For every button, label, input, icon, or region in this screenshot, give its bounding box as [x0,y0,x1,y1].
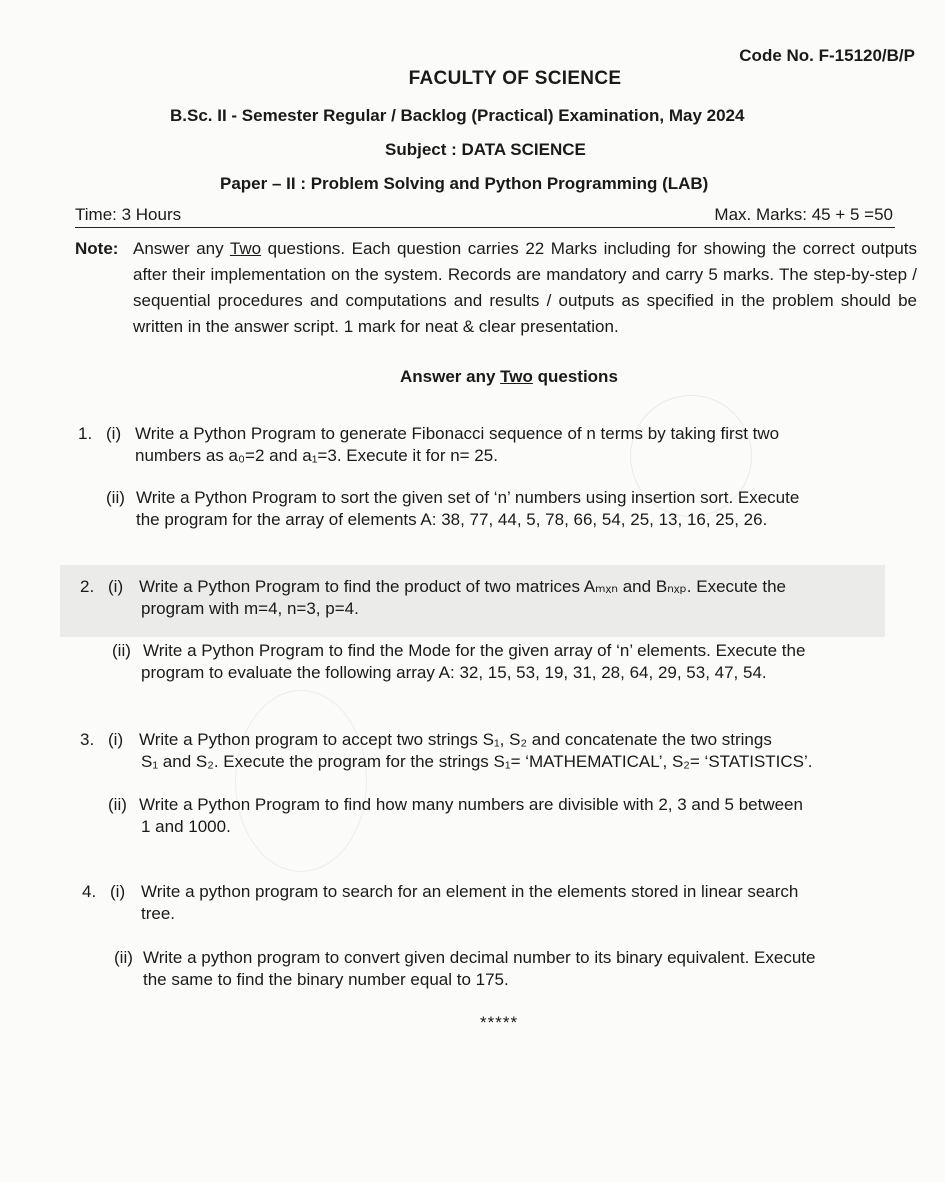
part-label: (ii) [108,795,127,814]
note-label: Note: [75,239,119,258]
part-label: (ii) [112,641,131,660]
part-text-line1: Write a Python Program to find how many numbers are divisible with 2, 3 and 5 between [139,795,803,814]
part-text-line2: the program for the array of elements A: 38, 77, 44, 5, 78, 66, 54, 25, 13, 16, 25, 26. [136,510,768,529]
part-text-line2: 1 and 1000. [141,817,231,836]
part-label: (ii) [106,488,125,507]
end-of-paper-stars: ***** [480,1013,519,1032]
faculty-title: FACULTY OF SCIENCE [408,68,622,89]
instructions-note [75,236,917,340]
time-duration: Time: 3 Hours [75,205,182,224]
part-label: (i) [106,424,122,443]
note-text: Answer any Two questions. Each question carries 22 Marks including for showing the correct outputs after their implementation on the system. Records are mandatory and carry 5 marks. The step-by-step / sequential procedures and computations and results / outputs as specified in the problem should be written in the answer script. 1 mark for neat & clear presentation. [133,239,918,336]
subject-line: Subject : DATA SCIENCE [385,140,586,159]
note-emphasis: Two [229,239,262,258]
part-text-line2: program with m=4, n=3, p=4. [141,599,359,618]
question-number: 3. [80,730,95,749]
part-text-line1: Write a python program to search for an element in the elements stored in linear search [141,882,799,901]
part-label: (i) [110,882,126,901]
paper-title: Paper – II : Problem Solving and Python Programming (LAB) [220,174,709,193]
part-text-line2: tree. [141,904,176,923]
part-text-line1: Write a Python Program to generate Fibonacci sequence of n terms by taking first two [135,424,780,443]
question-number: 2. [80,577,95,596]
part-text-line1: Write a Python Program to find the product of two matrices Aₘₓₙ and Bₙₓₚ. Execute the [139,577,787,596]
part-label: (ii) [114,948,133,967]
time-marks-row [75,205,895,228]
faint-stamp-mark-2 [235,690,367,872]
part-text-line1: Write a Python program to accept two strings S₁, S₂ and concatenate the two strings [139,730,772,749]
part-text-line2: the same to find the binary number equal to 175. [143,970,509,989]
part-label: (i) [108,577,124,596]
part-label: (i) [108,730,124,749]
answer-any-heading: Answer any Two questions [400,367,618,386]
part-text-line2: numbers as a₀=2 and a₁=3. Execute it for n= 25. [135,446,498,465]
max-marks: Max. Marks: 45 + 5 =50 [714,205,893,224]
exam-title: B.Sc. II - Semester Regular / Backlog (Practical) Examination, May 2024 [170,106,745,125]
part-text-line2: program to evaluate the following array A: 32, 15, 53, 19, 31, 28, 64, 29, 53, 47, 54. [141,663,767,682]
part-text-line2: S₁ and S₂. Execute the program for the strings S₁= ‘MATHEMATICAL’, S₂= ‘STATISTICS’. [141,752,813,771]
part-text-line1: Write a python program to convert given decimal number to its binary equivalent. Execute [143,948,816,967]
part-text-line1: Write a Python Program to find the Mode for the given array of ‘n’ elements. Execute the [143,641,806,660]
question-number: 1. [78,424,93,443]
question-number: 4. [82,882,97,901]
code-number: Code No. F-15120/B/P [739,46,915,65]
part-text-line1: Write a Python Program to sort the given set of ‘n’ numbers using insertion sort. Execute [136,488,800,507]
